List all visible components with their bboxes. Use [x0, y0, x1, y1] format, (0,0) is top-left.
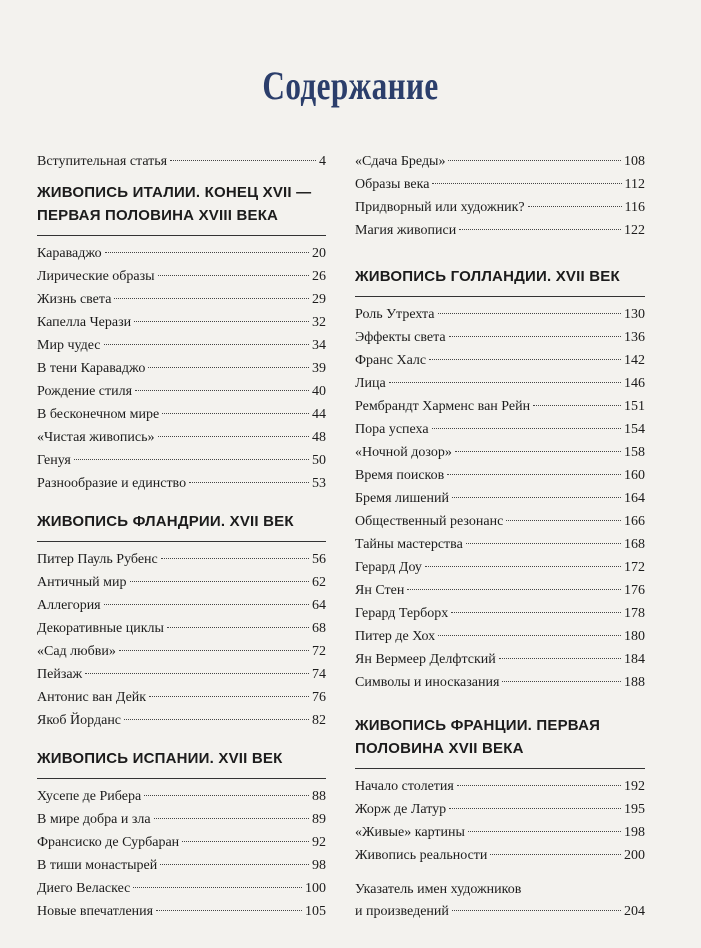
toc-entry-label: Герард Терборх — [355, 606, 449, 621]
toc-entry[interactable] — [355, 464, 645, 487]
toc-entry-page: 176 — [624, 583, 645, 598]
leader-dots — [490, 854, 621, 855]
toc-entry[interactable] — [37, 449, 326, 472]
toc-entry-page: 112 — [624, 177, 645, 192]
toc-entry-label: Общественный резонанс — [355, 514, 504, 529]
toc-entry-page: 146 — [624, 376, 645, 391]
toc-entry-intro[interactable] — [37, 150, 326, 173]
toc-entry[interactable] — [37, 403, 326, 426]
toc-entry-page: 158 — [624, 445, 645, 460]
toc-entry-label: Символы и иносказания — [355, 675, 500, 690]
toc-list-spain — [37, 785, 326, 923]
toc-entry[interactable] — [37, 640, 326, 663]
toc-entry-page: 168 — [624, 537, 645, 552]
toc-entry[interactable] — [355, 798, 645, 821]
toc-entry-label: Пейзаж — [37, 667, 83, 682]
toc-entry[interactable] — [355, 349, 645, 372]
toc-entry-page: 116 — [624, 200, 645, 215]
leader-dots — [162, 413, 309, 414]
section-heading-france — [355, 714, 645, 760]
toc-entry[interactable] — [355, 648, 645, 671]
section-heading-line: ПЕРВАЯ ПОЛОВИНА XVIII ВЕКА — [37, 207, 279, 224]
toc-entry[interactable] — [355, 196, 645, 219]
toc-entry-label: Живопись реальности — [355, 848, 488, 863]
toc-entry[interactable] — [355, 671, 645, 694]
leader-dots — [124, 719, 309, 720]
toc-entry-label: «Сад любви» — [37, 644, 116, 659]
toc-entry-page: 164 — [624, 491, 645, 506]
leader-dots — [114, 298, 309, 299]
toc-entry-page: 105 — [305, 904, 326, 919]
leader-dots — [104, 604, 309, 605]
toc-entry-label: Франсиско де Сурбаран — [37, 835, 180, 850]
toc-entry-label: Пора успеха — [355, 422, 429, 437]
toc-entry[interactable] — [355, 395, 645, 418]
leader-dots — [167, 627, 309, 628]
leader-dots — [425, 566, 621, 567]
toc-entry-page: 180 — [624, 629, 645, 644]
toc-entry-page: 44 — [312, 407, 326, 422]
toc-entry[interactable] — [37, 877, 326, 900]
toc-entry[interactable] — [355, 556, 645, 579]
toc-entry-page: 178 — [624, 606, 645, 621]
toc-entry-page: 204 — [624, 904, 645, 919]
leader-dots — [468, 831, 621, 832]
toc-entry-label: Античный мир — [37, 575, 127, 590]
leader-dots — [466, 543, 621, 544]
toc-entry-label: Питер Пауль Рубенс — [37, 552, 158, 567]
leader-dots — [451, 612, 621, 613]
toc-entry[interactable] — [37, 785, 326, 808]
toc-entry-label: Разнообразие и единство — [37, 476, 187, 491]
toc-entry[interactable] — [355, 418, 645, 441]
toc-entry[interactable] — [37, 594, 326, 617]
toc-entry-label: Декоративные циклы — [37, 621, 164, 636]
leader-dots — [455, 451, 621, 452]
section-rule — [37, 541, 326, 542]
section-heading-line: ПОЛОВИНА XVII ВЕКА — [355, 740, 524, 757]
toc-entry-page: 56 — [312, 552, 326, 567]
toc-entry-label: Начало столетия — [355, 779, 454, 794]
toc-entry-page: 40 — [312, 384, 326, 399]
toc-entry-label: В тени Караваджо — [37, 361, 146, 376]
toc-entry-page: 64 — [312, 598, 326, 613]
leader-dots — [170, 160, 316, 161]
section-rule — [355, 768, 645, 769]
toc-entry-label: Герард Доу — [355, 560, 422, 575]
toc-list-flanders — [37, 548, 326, 732]
leader-dots — [160, 864, 309, 865]
toc-entry-label: Франс Халс — [355, 353, 427, 368]
toc-entry[interactable] — [355, 579, 645, 602]
section-heading-spain: ЖИВОПИСЬ ИСПАНИИ. XVII ВЕК — [37, 750, 283, 767]
leader-dots — [432, 183, 621, 184]
leader-dots — [148, 367, 309, 368]
toc-entry[interactable] — [37, 380, 326, 403]
toc-entry-page: 160 — [624, 468, 645, 483]
toc-entry-page: 122 — [624, 223, 645, 238]
toc-entry-page: 184 — [624, 652, 645, 667]
toc-entry-label: Роль Утрехта — [355, 307, 435, 322]
toc-entry[interactable] — [37, 709, 326, 732]
leader-dots — [528, 206, 622, 207]
toc-entry-page: 89 — [312, 812, 326, 827]
page-title: Содержание — [262, 63, 439, 108]
section-rule — [355, 296, 645, 297]
leader-dots — [452, 910, 621, 911]
toc-entry-label: Генуя — [37, 453, 71, 468]
toc-list-spain-continued — [355, 150, 645, 242]
toc-entry-label: Придворный или художник? — [355, 200, 525, 215]
toc-entry-label: Рождение стиля — [37, 384, 133, 399]
toc-entry-page: 200 — [624, 848, 645, 863]
toc-list-italy — [37, 242, 326, 495]
leader-dots — [438, 313, 621, 314]
toc-entry-page: 32 — [312, 315, 326, 330]
section-heading-line: ЖИВОПИСЬ ИТАЛИИ. КОНЕЦ XVII — — [37, 184, 312, 201]
toc-entry-label: Лица — [355, 376, 386, 391]
toc-entry-label: В мире добра и зла — [37, 812, 151, 827]
toc-entry-page: 72 — [312, 644, 326, 659]
leader-dots — [104, 344, 310, 345]
toc-entry-label: Антонис ван Дейк — [37, 690, 147, 705]
toc-entry-label: Магия живописи — [355, 223, 457, 238]
leader-dots — [189, 482, 309, 483]
leader-dots — [449, 808, 621, 809]
leader-dots — [74, 459, 309, 460]
toc-entry-page: 92 — [312, 835, 326, 850]
leader-dots — [154, 818, 309, 819]
toc-entry-page: 195 — [624, 802, 645, 817]
toc-entry[interactable] — [37, 357, 326, 380]
toc-entry-label: Эффекты света — [355, 330, 446, 345]
toc-entry[interactable] — [37, 617, 326, 640]
toc-entry-label: Капелла Черази — [37, 315, 132, 330]
toc-left-column — [37, 150, 326, 923]
leader-dots — [161, 558, 309, 559]
section-rule — [37, 235, 326, 236]
leader-dots — [119, 650, 309, 651]
leader-dots — [85, 673, 309, 674]
toc-entry-page: 82 — [312, 713, 326, 728]
toc-entry[interactable] — [37, 854, 326, 877]
leader-dots — [506, 520, 621, 521]
section-heading-flanders: ЖИВОПИСЬ ФЛАНДРИИ. XVII ВЕК — [37, 513, 294, 530]
leader-dots — [149, 696, 309, 697]
toc-entry-page: 88 — [312, 789, 326, 804]
toc-entry-label: «Сдача Бреды» — [355, 154, 446, 169]
toc-entry-page: 166 — [624, 514, 645, 529]
toc-entry-page: 39 — [312, 361, 326, 376]
leader-dots — [502, 681, 621, 682]
leader-dots — [457, 785, 621, 786]
toc-right-column — [355, 150, 645, 923]
toc-entry-label: Вступительная статья — [37, 154, 168, 169]
toc-entry-label: Рембрандт Харменс ван Рейн — [355, 399, 531, 414]
toc-entry-page: 50 — [312, 453, 326, 468]
toc-entry-page: 74 — [312, 667, 326, 682]
toc-entry-label: Тайны мастерства — [355, 537, 463, 552]
toc-entry[interactable] — [37, 831, 326, 854]
toc-entry-label: Указатель имен художников — [355, 882, 522, 897]
toc-entry-page: 130 — [624, 307, 645, 322]
toc-entry[interactable] — [37, 808, 326, 831]
toc-entry-page: 151 — [624, 399, 645, 414]
toc-list-holland — [355, 303, 645, 694]
toc-entry-label: В бесконечном мире — [37, 407, 160, 422]
toc-entry[interactable] — [37, 334, 326, 357]
toc-entry-page: 34 — [312, 338, 326, 353]
toc-entry-page: 26 — [312, 269, 326, 284]
leader-dots — [447, 474, 621, 475]
toc-entry[interactable] — [355, 219, 645, 242]
section-heading-holland: ЖИВОПИСЬ ГОЛЛАНДИИ. XVII ВЕК — [355, 268, 620, 285]
leader-dots — [448, 160, 621, 161]
leader-dots — [389, 382, 621, 383]
toc-entry-label: Ян Вермеер Делфтский — [355, 652, 496, 667]
leader-dots — [438, 635, 621, 636]
toc-entry[interactable] — [355, 303, 645, 326]
toc-entry-label: Ян Стен — [355, 583, 405, 598]
toc-entry-page: 142 — [624, 353, 645, 368]
toc-entry[interactable] — [355, 602, 645, 625]
toc-entry[interactable] — [37, 900, 326, 923]
toc-entry-page: 98 — [312, 858, 326, 873]
toc-entry[interactable] — [37, 288, 326, 311]
leader-dots — [135, 390, 309, 391]
leader-dots — [158, 275, 309, 276]
toc-entry[interactable] — [355, 441, 645, 464]
toc-entry[interactable] — [37, 548, 326, 571]
toc-entry[interactable] — [355, 775, 645, 798]
toc-entry-label: Хусепе де Рибера — [37, 789, 142, 804]
toc-list-france — [355, 775, 645, 867]
toc-entry-page: 188 — [624, 675, 645, 690]
toc-entry-page: 62 — [312, 575, 326, 590]
toc-entry[interactable] — [355, 326, 645, 349]
toc-entry-label: Бремя лишений — [355, 491, 450, 506]
toc-entry[interactable] — [355, 487, 645, 510]
toc-entry[interactable] — [37, 311, 326, 334]
toc-entry-page: 48 — [312, 430, 326, 445]
toc-entry-page: 29 — [312, 292, 326, 307]
toc-entry-page: 53 — [312, 476, 326, 491]
leader-dots — [429, 359, 621, 360]
toc-entry-label: «Ночной дозор» — [355, 445, 452, 460]
toc-entry-label: Лирические образы — [37, 269, 155, 284]
leader-dots — [499, 658, 621, 659]
toc-entry[interactable] — [37, 571, 326, 594]
toc-entry-label: Питер де Хох — [355, 629, 436, 644]
toc-entry[interactable] — [355, 625, 645, 648]
leader-dots — [407, 589, 621, 590]
toc-entry-page: 20 — [312, 246, 326, 261]
toc-entry-label: «Живые» картины — [355, 825, 465, 840]
toc-entry-page: 198 — [624, 825, 645, 840]
toc-entry[interactable] — [37, 472, 326, 495]
toc-entry[interactable] — [37, 242, 326, 265]
leader-dots — [459, 229, 621, 230]
toc-entry[interactable] — [355, 372, 645, 395]
toc-entry[interactable] — [355, 533, 645, 556]
toc-entry-label: В тиши монастырей — [37, 858, 158, 873]
toc-entry-label: Образы века — [355, 177, 430, 192]
leader-dots — [105, 252, 309, 253]
leader-dots — [158, 436, 309, 437]
toc-entry-page: 108 — [624, 154, 645, 169]
toc-entry-page: 100 — [305, 881, 326, 896]
leader-dots — [156, 910, 302, 911]
leader-dots — [134, 321, 309, 322]
leader-dots — [432, 428, 621, 429]
toc-entry[interactable] — [355, 510, 645, 533]
toc-entry-label: Якоб Йорданс — [37, 713, 122, 728]
leader-dots — [452, 497, 621, 498]
section-heading-line: ЖИВОПИСЬ ФРАНЦИИ. ПЕРВАЯ — [355, 717, 601, 734]
leader-dots — [133, 887, 302, 888]
leader-dots — [182, 841, 309, 842]
toc-entry-page: 172 — [624, 560, 645, 575]
toc-entry-index[interactable] — [355, 879, 645, 923]
toc-entry[interactable] — [37, 663, 326, 686]
toc-entry-label: Жорж де Латур — [355, 802, 447, 817]
toc-entry[interactable] — [37, 686, 326, 709]
leader-dots — [130, 581, 310, 582]
toc-entry-label: Мир чудес — [37, 338, 101, 353]
leader-dots — [449, 336, 621, 337]
toc-entry-page: 192 — [624, 779, 645, 794]
toc-entry-label: Время поисков — [355, 468, 445, 483]
toc-entry-label: Жизнь света — [37, 292, 112, 307]
toc-entry[interactable] — [355, 150, 645, 173]
toc-entry-label: Новые впечатления — [37, 904, 154, 919]
toc-entry-page: 68 — [312, 621, 326, 636]
toc-entry-page: 76 — [312, 690, 326, 705]
toc-entry[interactable] — [37, 426, 326, 449]
section-rule — [37, 778, 326, 779]
leader-dots — [533, 405, 621, 406]
toc-entry-label: Караваджо — [37, 246, 102, 261]
toc-entry[interactable] — [355, 173, 645, 196]
toc-entry-label: Аллегория — [37, 598, 101, 613]
toc-entry[interactable] — [37, 265, 326, 288]
leader-dots — [144, 795, 309, 796]
toc-entry-page: 4 — [319, 154, 326, 169]
toc-entry-page: 154 — [624, 422, 645, 437]
section-heading-italy — [37, 181, 326, 227]
toc-entry[interactable] — [355, 821, 645, 844]
toc-entry-page: 136 — [624, 330, 645, 345]
toc-entry-label: Диего Веласкес — [37, 881, 131, 896]
toc-entry-label: «Чистая живопись» — [37, 430, 155, 445]
toc-entry-label: и произведений — [355, 904, 449, 919]
toc-entry[interactable] — [355, 844, 645, 867]
